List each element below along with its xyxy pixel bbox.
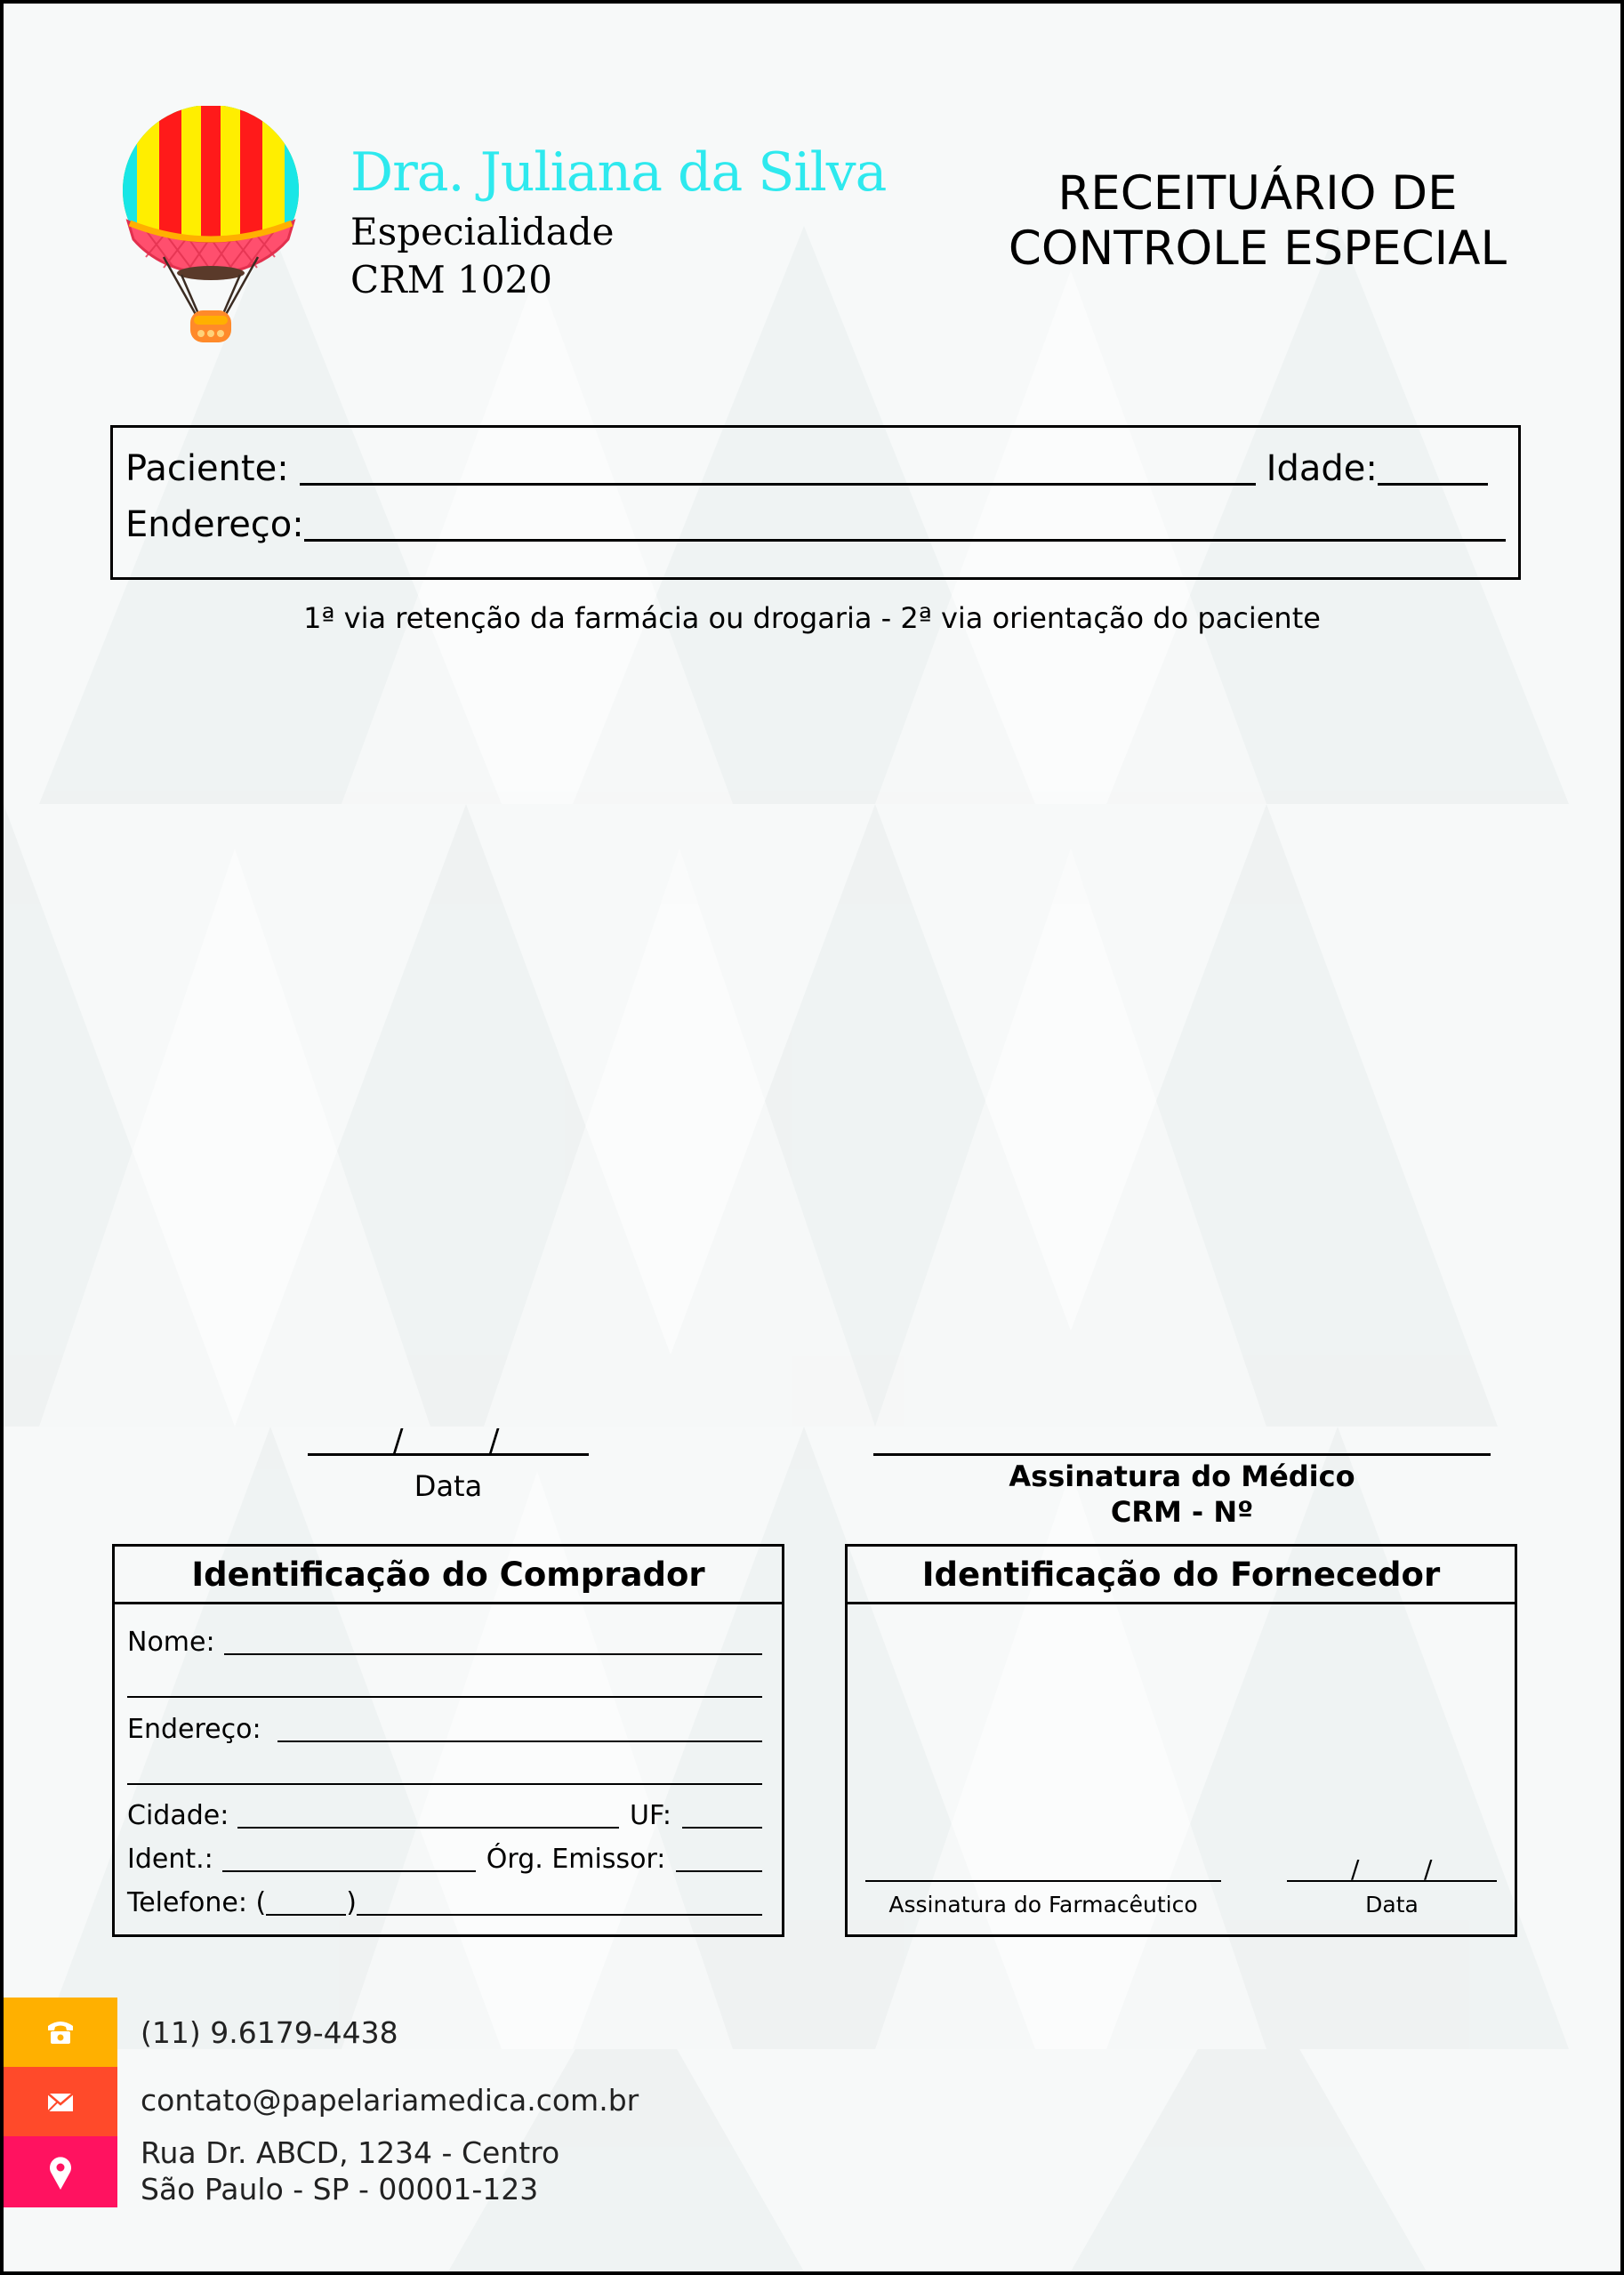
prescription-date-label: Data bbox=[414, 1469, 483, 1503]
patient-address-field[interactable] bbox=[304, 503, 1506, 542]
buyer-phone-close: ) bbox=[346, 1887, 357, 1918]
phone-icon bbox=[4, 1998, 117, 2067]
buyer-address-label: Endereço: bbox=[127, 1714, 261, 1745]
buyer-phone-area-field[interactable] bbox=[266, 1887, 346, 1916]
buyer-phone-label: Telefone: ( bbox=[127, 1887, 267, 1918]
doctor-signature-label: Assinatura do Médico bbox=[1009, 1459, 1355, 1493]
buyer-phone-field[interactable] bbox=[357, 1887, 762, 1916]
doctor-signature-line[interactable] bbox=[873, 1453, 1491, 1456]
buyer-ident-row bbox=[127, 1844, 762, 1875]
supplier-date-label: Data bbox=[1365, 1892, 1419, 1917]
address-row bbox=[125, 503, 1506, 545]
buyer-name-row-2 bbox=[127, 1669, 762, 1700]
pharmacist-signature-line[interactable] bbox=[865, 1880, 1221, 1882]
doctor-specialty: Especialidade bbox=[350, 210, 615, 253]
prescription-date-field[interactable]: / / bbox=[308, 1427, 589, 1456]
buyer-box-title: Identificação do Comprador bbox=[115, 1547, 782, 1604]
supplier-date-field[interactable]: / / bbox=[1287, 1857, 1497, 1882]
patient-label: Paciente: bbox=[125, 448, 289, 489]
hot-air-balloon-logo bbox=[119, 106, 302, 348]
doctor-crm-label: CRM - Nº bbox=[1110, 1495, 1254, 1529]
buyer-address-row bbox=[127, 1714, 762, 1745]
location-pin-icon bbox=[4, 2136, 117, 2207]
location-tile bbox=[4, 2136, 117, 2207]
buyer-ident-label: Ident.: bbox=[127, 1844, 213, 1875]
supplier-box-title: Identificação do Fornecedor bbox=[848, 1547, 1515, 1604]
buyer-address-row-2 bbox=[127, 1756, 762, 1788]
buyer-issuer-field[interactable] bbox=[676, 1844, 762, 1872]
patient-row bbox=[125, 447, 1506, 489]
contact-address-line-1: Rua Dr. ABCD, 1234 - Centro bbox=[141, 2135, 560, 2170]
copy-instructions-note: 1ª via retenção da farmácia ou drogaria - 2ª via orientação do paciente bbox=[303, 601, 1321, 635]
document-title-line-1: RECEITUÁRIO DE bbox=[1057, 166, 1458, 221]
buyer-name-field-2[interactable] bbox=[127, 1669, 762, 1698]
buyer-identification-box bbox=[112, 1544, 784, 1937]
buyer-phone-row bbox=[127, 1887, 762, 1918]
buyer-name-field[interactable] bbox=[224, 1627, 762, 1655]
email-icon bbox=[4, 2067, 117, 2136]
buyer-name-row bbox=[127, 1627, 762, 1658]
buyer-name-label: Nome: bbox=[127, 1627, 215, 1658]
buyer-uf-field[interactable] bbox=[682, 1800, 762, 1829]
doctor-name: Dra. Juliana da Silva bbox=[350, 141, 887, 204]
supplier-identification-box bbox=[845, 1544, 1517, 1937]
patient-info-box bbox=[110, 425, 1521, 580]
document-title bbox=[955, 166, 1560, 277]
address-label: Endereço: bbox=[125, 504, 304, 545]
contact-phone: (11) 9.6179-4438 bbox=[141, 2015, 398, 2050]
document-title-line-2: CONTROLE ESPECIAL bbox=[1008, 221, 1507, 276]
buyer-issuer-label: Órg. Emissor: bbox=[486, 1844, 666, 1875]
contact-address-line-2: São Paulo - SP - 00001-123 bbox=[141, 2172, 539, 2207]
contact-email[interactable]: contato@papelariamedica.com.br bbox=[141, 2083, 639, 2118]
buyer-city-label: Cidade: bbox=[127, 1800, 229, 1831]
buyer-address-field-2[interactable] bbox=[127, 1756, 762, 1785]
buyer-ident-field[interactable] bbox=[222, 1844, 476, 1872]
patient-name-field[interactable] bbox=[300, 447, 1256, 486]
buyer-city-row bbox=[127, 1800, 762, 1831]
email-tile bbox=[4, 2067, 117, 2136]
pharmacist-signature-label: Assinatura do Farmacêutico bbox=[888, 1892, 1198, 1917]
doctor-signature-block bbox=[873, 1459, 1491, 1530]
phone-tile bbox=[4, 1998, 117, 2067]
buyer-city-field[interactable] bbox=[237, 1800, 619, 1829]
buyer-address-field[interactable] bbox=[277, 1714, 762, 1742]
patient-age-field[interactable] bbox=[1378, 447, 1488, 486]
age-label: Idade: bbox=[1266, 448, 1378, 489]
buyer-uf-label: UF: bbox=[630, 1800, 671, 1831]
doctor-crm: CRM 1020 bbox=[350, 258, 553, 301]
